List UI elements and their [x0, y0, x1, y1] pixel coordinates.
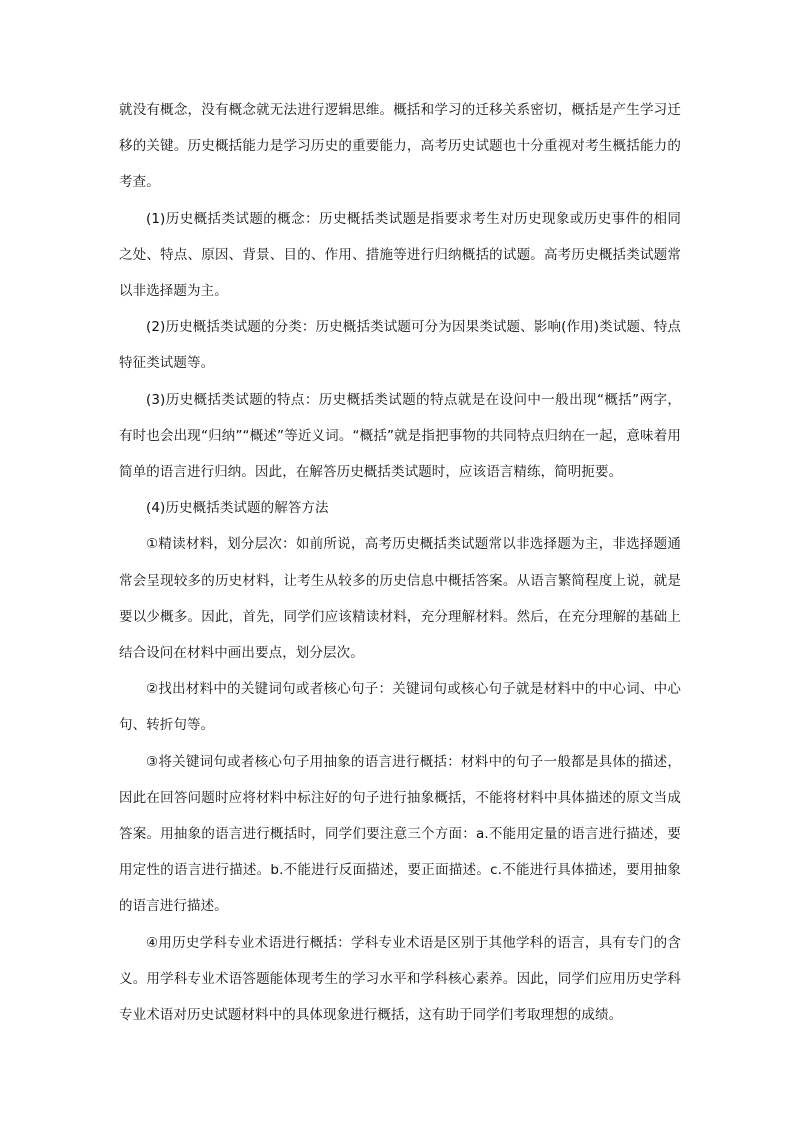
paragraph-concept: (1)历史概括类试题的概念：历史概括类试题是指要求考生对历史现象或历史事件的相同之处、特点、原因、背景、目的、作用、措施等进行归纳概括的试题。高考历史概括类试题常以非选择题为主。 — [119, 210, 681, 300]
paragraph-method-1: ①精读材料，划分层次：如前所说，高考历史概括类试题常以非选择题为主，非选择题通常会呈现较多的历史材料，让考生从较多的历史信息中概括答案。从语言繁简程度上说，就是要以少概多。因此，首先，同学们应该精读材料，充分理解材料。然后，在充分理解的基础上结合设问在材料中画出要点，划分层次。 — [119, 536, 681, 662]
document-body — [119, 92, 681, 1033]
paragraph-intro: 就没有概念，没有概念就无法进行逻辑思维。概括和学习的迁移关系密切，概括是产生学习迁移的关键。历史概括能力是学习历史的重要能力，高考历史试题也十分重视对考生概括能力的考查。 — [119, 102, 681, 191]
paragraph-characteristics: (3)历史概括类试题的特点：历史概括类试题的特点就是在设问中一般出现“概括”两字，有时也会出现“归纳”“概述”等近义词。“概括”就是指把事物的共同特点归纳在一起，意味着用简单的语言进行归纳。因此，在解答历史概括类试题时，应该语言精练，简明扼要。 — [119, 391, 681, 481]
paragraph-classification: (2)历史概括类试题的分类：历史概括类试题可分为因果类试题、影响(作用)类试题、特点特征类试题等。 — [119, 319, 681, 372]
paragraph-method-4: ④用历史学科专业术语进行概括：学科专业术语是区别于其他学科的语言，具有专门的含义。用学科专业术语答题能体现考生的学习水平和学科核心素养。因此，同学们应用历史学科专业术语对历史试题材料中的具体现象进行概括，这有助于同学们考取理想的成绩。 — [119, 934, 681, 1024]
paragraph-method-3: ③将关键词句或者核心句子用抽象的语言进行概括：材料中的句子一般都是具体的描述，因此在回答问题时应将材料中标注好的句子进行抽象概括，不能将材料中具体描述的原文当成答案。用抽象的语言进行概括时，同学们要注意三个方面：a.不能用定量的语言进行描述，要用定性的语言进行描述。b.不能进行反面描述，要正面描述。c.不能进行具体描述，要用抽象的语言进行描述。 — [119, 753, 681, 915]
paragraph-method-2: ②找出材料中的关键词句或者核心句子：关键词句或核心句子就是材料中的中心词、中心句、转折句等。 — [119, 681, 681, 734]
paragraph-methods-heading: (4)历史概括类试题的解答方法 — [146, 500, 329, 517]
